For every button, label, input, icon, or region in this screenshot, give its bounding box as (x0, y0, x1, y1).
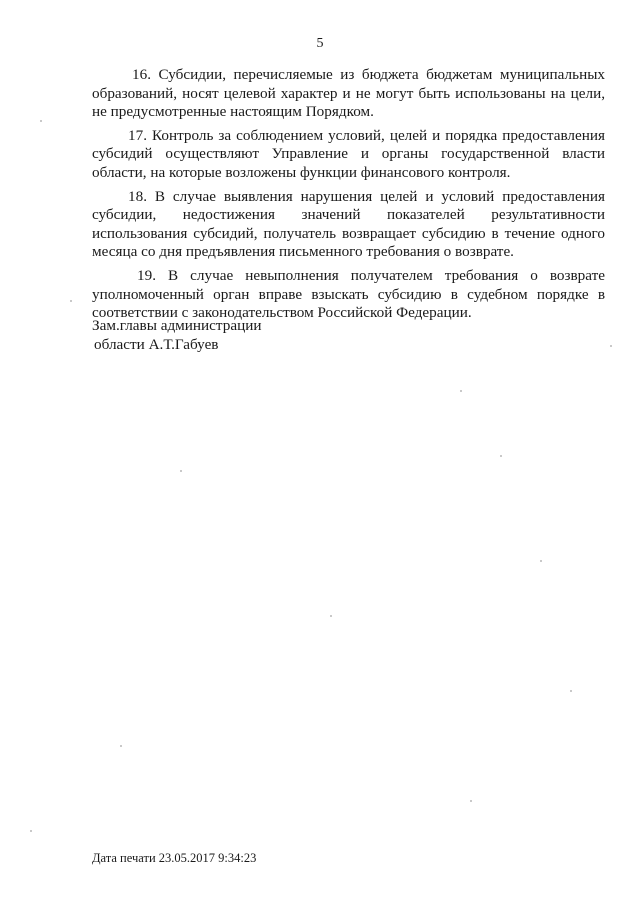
scan-speck (70, 300, 72, 302)
scan-speck (330, 615, 332, 617)
scan-speck (540, 560, 542, 562)
signature-name: области А.Т.Габуев (94, 335, 219, 353)
scan-speck (610, 345, 612, 347)
scan-speck (40, 120, 42, 122)
page-number: 5 (316, 36, 324, 51)
paragraph-16: 16. Субсидии, перечисляемые из бюджета бюджетам муниципальных образований, носят целевой характер и не могут быть использованы на цели, не предусмотренные настоящим Порядком. (92, 66, 605, 121)
print-date: Дата печати 23.05.2017 9:34:23 (92, 851, 257, 865)
scan-speck (180, 470, 182, 472)
paragraph-17: 17. Контроль за соблюдением условий, целей и порядка предоставления субсидий осуществляют Управление и органы государственной власти области, на которые возложены функции финансового контроля. (92, 126, 605, 181)
scan-speck (30, 830, 32, 832)
signature-position: Зам.главы администрации (92, 317, 262, 334)
signature-block (92, 317, 261, 354)
scan-speck (120, 745, 122, 747)
scan-speck (570, 690, 572, 692)
scan-speck (500, 455, 502, 457)
paragraph-18: 18. В случае выявления нарушения целей и условий предоставления субсидии, недостижения значений показателей результативности использования субсидий, получатель возвращает субсидию в течение одного месяца со дня предъявления письменного требования о возврате. (92, 187, 605, 261)
paragraph-19: 19. В случае невыполнения получателем требования о возврате уполномоченный орган вправе взыскать субсидию в судебном порядке в соответствии с законодательством Российской Федерации. (92, 266, 605, 322)
scan-speck (460, 390, 462, 392)
document-body (92, 66, 605, 328)
scan-speck (470, 800, 472, 802)
